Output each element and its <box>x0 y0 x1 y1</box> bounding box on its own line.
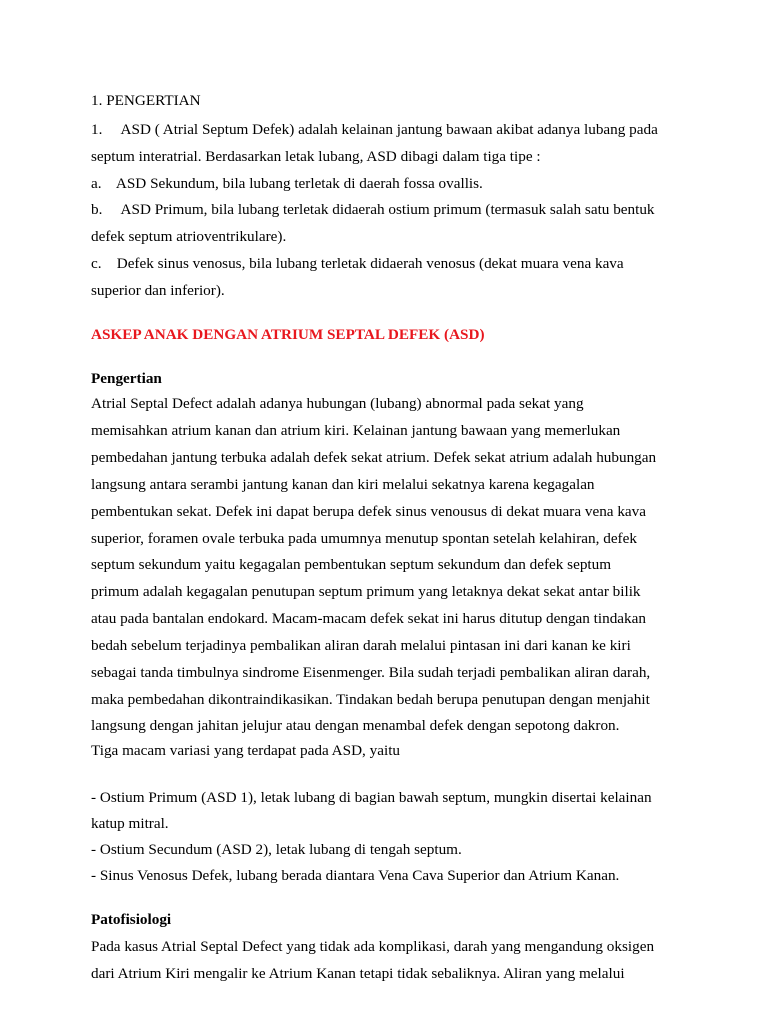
paragraph-line: pembedahan jantung terbuka adalah defek sekat atrium. Defek sekat atrium adalah hubungan <box>91 449 657 466</box>
paragraph-line: primum adalah kegagalan penutupan septum primum yang letaknya dekat sekat antar bilik <box>91 583 641 600</box>
document-title: ASKEP ANAK DENGAN ATRIUM SEPTAL DEFEK (ASD) <box>91 326 485 343</box>
paragraph-line: memisahkan atrium kanan dan atrium kiri. Kelainan jantung bawaan yang memerlukan <box>91 422 621 439</box>
paragraph-line: Tiga macam variasi yang terdapat pada ASD, yaitu <box>91 742 401 759</box>
paragraph-line: bedah sebelum terjadinya pembalikan aliran darah melalui pintasan ini dari kanan ke kiri <box>91 637 631 654</box>
paragraph-line: langsung antara serambi jantung kanan dan kiri melalui sekatnya karena kegagalan <box>91 476 595 493</box>
paragraph-line: langsung dengan jahitan jelujur atau dengan menambal defek dengan sepotong dakron. <box>91 717 620 734</box>
paragraph-line: maka pembedahan dikontraindikasikan. Tindakan bedah berupa penutupan dengan menjahit <box>91 691 650 708</box>
paragraph-line: atau pada bantalan endokard. Macam-macam defek sekat ini harus ditutup dengan tindakan <box>91 610 646 627</box>
list-item-b: b. ASD Primum, bila lubang terletak didaerah ostium primum (termasuk salah satu bentuk <box>91 201 655 218</box>
section-heading-patofisiologi: Patofisiologi <box>91 911 172 928</box>
list-item-sinus-venosus: - Sinus Venosus Defek, lubang berada diantara Vena Cava Superior dan Atrium Kanan. <box>91 867 620 884</box>
paragraph-line: defek septum atrioventrikulare). <box>91 228 287 245</box>
list-item-a: a. ASD Sekundum, bila lubang terletak di daerah fossa ovallis. <box>91 175 483 192</box>
paragraph-line: Pada kasus Atrial Septal Defect yang tidak ada komplikasi, darah yang mengandung oksigen <box>91 938 655 955</box>
paragraph-line: dari Atrium Kiri mengalir ke Atrium Kanan tetapi tidak sebaliknya. Aliran yang melalui <box>91 965 625 982</box>
paragraph-line: superior dan inferior). <box>91 282 225 299</box>
section-heading-pengertian-1: 1. PENGERTIAN <box>91 92 201 109</box>
paragraph-line: Atrial Septal Defect adalah adanya hubungan (lubang) abnormal pada sekat yang <box>91 395 584 412</box>
paragraph-line: septum interatrial. Berdasarkan letak lubang, ASD dibagi dalam tiga tipe : <box>91 148 541 165</box>
paragraph-line: pembentukan sekat. Defek ini dapat berupa defek sinus venousus di dekat muara vena kava <box>91 503 646 520</box>
paragraph-line: septum sekundum yaitu kegagalan pembentukan septum sekundum dan defek septum <box>91 556 612 573</box>
paragraph-line: 1. ASD ( Atrial Septum Defek) adalah kelainan jantung bawaan akibat adanya lubang pada <box>91 121 658 138</box>
paragraph-line: katup mitral. <box>91 815 169 832</box>
section-heading-pengertian: Pengertian <box>91 370 162 387</box>
list-item-c: c. Defek sinus venosus, bila lubang terletak didaerah venosus (dekat muara vena kava <box>91 255 624 272</box>
list-item-ostium-primum: - Ostium Primum (ASD 1), letak lubang di bagian bawah septum, mungkin disertai kelainan <box>91 789 652 806</box>
paragraph-line: superior, foramen ovale terbuka pada umumnya menutup spontan setelah kelahiran, defek <box>91 530 637 547</box>
paragraph-line: sebagai tanda timbulnya sindrome Eisenmenger. Bila sudah terjadi pembalikan aliran darah, <box>91 664 651 681</box>
list-item-ostium-secundum: - Ostium Secundum (ASD 2), letak lubang di tengah septum. <box>91 841 462 858</box>
